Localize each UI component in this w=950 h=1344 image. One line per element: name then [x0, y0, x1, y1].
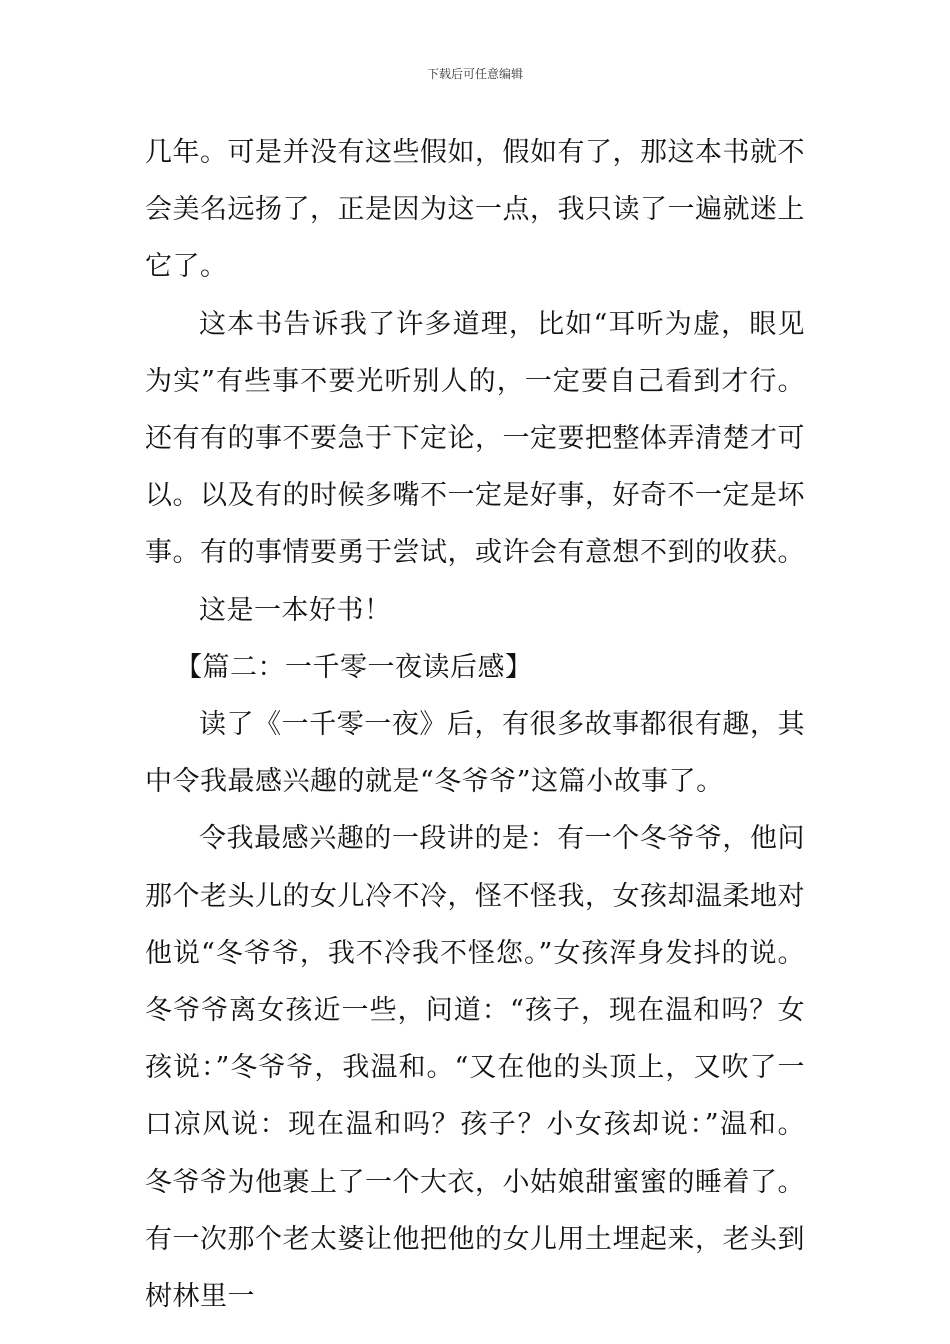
paragraph-good-book: 这是一本好书！: [199, 594, 392, 626]
paragraph-intro: 读了《一千零一夜》后，有很多故事都很有趣，其中令我最感兴趣的就是“冬爷爷”这篇小故事了。: [145, 709, 805, 798]
paragraph-story: 令我最感兴趣的一段讲的是：有一个冬爷爷，他问那个老头儿的女儿冷不冷，怪不怪我，女孩却温柔地对他说“冬爷爷，我不冷我不怪您。”女孩浑身发抖的说。冬爷爷离女孩近一些，问道：“孩子，现在温和吗？女孩说：”冬爷爷，我温和。“又在他的头顶上，又吹了一口凉风说：现在温和吗？孩子？小女孩却说：”温和。冬爷爷为他裹上了一个大衣，小姑娘甜蜜蜜的睡着了。有一次那个老太婆让他把他的女儿用土埋起来，老头到树林里一: [145, 823, 805, 1313]
page-header: 下载后可任意编辑: [426, 67, 523, 81]
paragraph-continuation: 几年。可是并没有这些假如，假如有了，那这本书就不会美名远扬了，正是因为这一点，我只读了一遍就迷上它了。: [145, 137, 805, 283]
paragraph-lessons: 这本书告诉我了许多道理，比如“耳听为虚，眼见为实”有些事不要光听别人的，一定要自己看到才行。还有有的事不要急于下定论，一定要把整体弄清楚才可以。以及有的时候多嘴不一定是好事，好奇不一定是坏事。有的事情要勇于尝试，或许会有意想不到的收获。: [145, 308, 805, 569]
section-heading: 【篇二：一千零一夜读后感】: [175, 651, 533, 683]
document-body: [145, 124, 805, 1325]
